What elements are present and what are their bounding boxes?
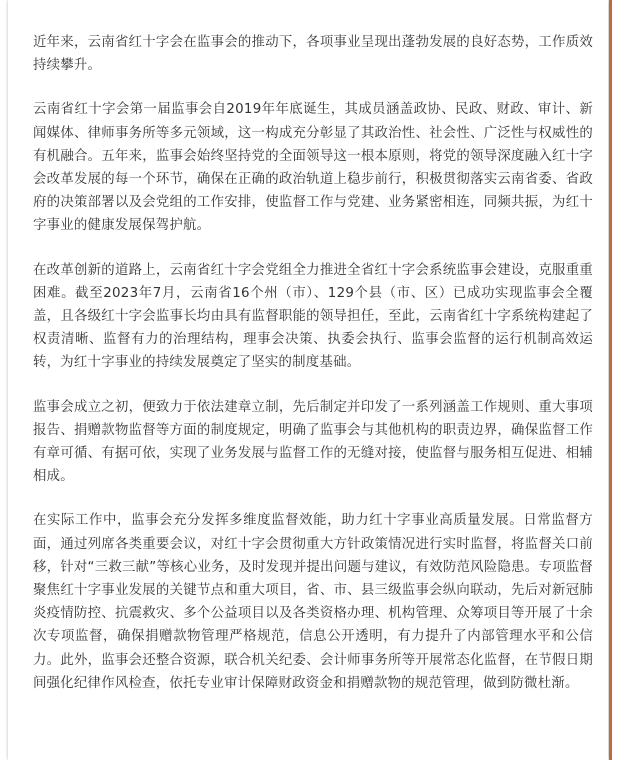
article-body [33,31,593,716]
paragraph-3: 在改革创新的道路上，云南省红十字会党组全力推进全省红十字会系统监事会建设，克服重重困难。截至2023年7月，云南省16个州（市）、129个县（市、区）已成功实现监事会全覆盖，且各级红十字会监事长均由具有监督职能的领导担任，至此，云南省红十字系统构建起了权责清晰、监督有力的治理结构，理事会决策、执委会执行、监事会监督的运行机制高效运转，为红十字事业的持续发展奠定了坚实的制度基础。 [33,262,593,371]
accent-border [609,0,612,760]
paragraph-5: 在实际工作中，监事会充分发挥多维度监督效能，助力红十字事业高质量发展。日常监督方面，通过列席各类重要会议，对红十字会贯彻重大方针政策情况进行实时监督，将监督关口前移，针对“三救三献”等核心业务，及时发现并提出问题与建议，有效防范风险隐患。专项监督聚焦红十字事业发展的关键节点和重大项目，省、市、县三级监事会纵向联动，先后对新冠肺炎疫情防控、抗震救灾、多个公益项目以及各类资格办理、机构管理、众筹项目等开展了十余次专项监督，确保捐赠款物管理严格规范，信息公开透明，有力提升了内部管理水平和公信力。此外，监事会还整合资源，联合机关纪委、会计师事务所等开展常态化监督，在节假日期间强化纪律作风检查，依托专业审计保障财政资金和捐赠款物的规范管理，做到防微杜渐。 [33,513,593,691]
paragraph-2: 云南省红十字会第一届监事会自2019年年底诞生，其成员涵盖政协、民政、财政、审计、新闻媒体、律师事务所等多元领域，这一构成充分彰显了其政治性、社会性、广泛性与权威性的有机融合。五年来，监事会始终坚持党的全面领导这一根本原则，将党的领导深度融入红十字会改革发展的每一个环节，确保在正确的政治轨道上稳步前行，积极贯彻落实云南省委、省政府的决策部署以及会党组的工作安排，使监督工作与党建、业务紧密相连，同频共振，为红十字事业的健康发展保驾护航。 [33,102,593,234]
paragraph-1: 近年来，云南省红十字会在监事会的推动下，各项事业呈现出蓬勃发展的良好态势，工作质效持续攀升。 [33,35,593,74]
paragraph-4: 监事会成立之初，便致力于依法建章立制，先后制定并印发了一系列涵盖工作规则、重大事项报告、捐赠款物监督等方面的制度规定，明确了监事会与其他机构的职责边界，确保监督工作有章可循、有据可依，实现了业务发展与监督工作的无缝对接，使监督与服务相互促进、相辅相成。 [33,399,593,485]
